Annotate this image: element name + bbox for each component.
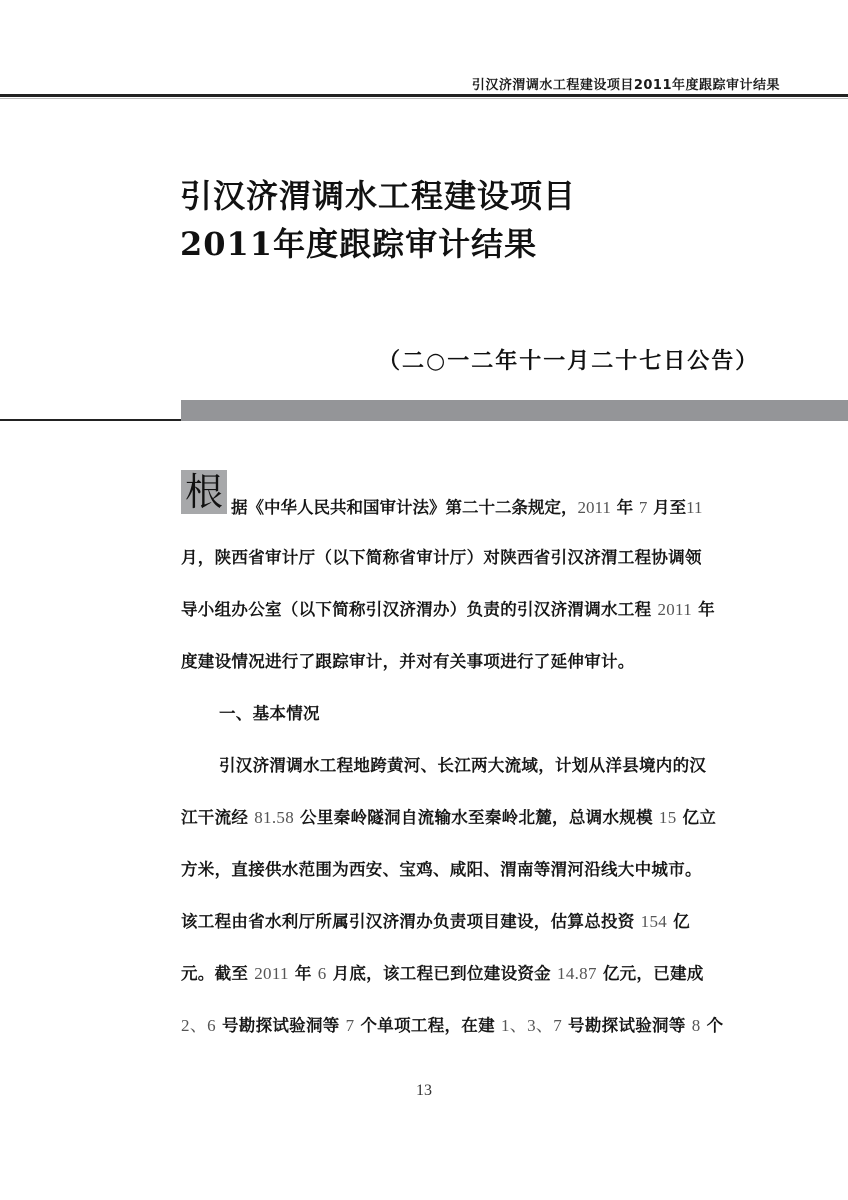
paragraph-2-line-3: 方米，直接供水范围为西安、宝鸡、咸阳、渭南等渭河沿线大中城市。 — [181, 860, 702, 879]
running-header: 引汉济渭调水工程建设项目2011年度跟踪审计结果 — [471, 78, 780, 93]
paragraph-1-line-2: 月，陕西省审计厅（以下简称省审计厅）对陕西省引汉济渭工程协调领 — [181, 548, 702, 567]
page-number: 13 — [416, 1082, 432, 1099]
header-rule-thin — [0, 98, 848, 99]
header-rule — [0, 94, 848, 97]
decorative-left-rule — [0, 419, 181, 421]
announcement-date: （二○一二年十一月二十七日公告） — [378, 349, 760, 374]
title-line-1: 引汉济渭调水工程建设项目 — [180, 177, 577, 215]
paragraph-2-line-1: 引汉济渭调水工程地跨黄河、长江两大流域，计划从洋县境内的汉 — [219, 756, 707, 775]
section-heading: 一、基本情况 — [219, 704, 320, 723]
paragraph-2-line-6: 2、6 号勘探试验洞等 7 个单项工程，在建 1、3、7 号勘探试验洞等 8 个 — [181, 1016, 724, 1035]
paragraph-2-line-2: 江干流经 81.58 公里秦岭隧洞自流输水至秦岭北麓，总调水规模 15 亿立 — [181, 808, 717, 827]
body-text — [181, 470, 749, 1052]
paragraph-2-line-5: 元。截至 2011 年 6 月底，该工程已到位建设资金 14.87 亿元，已建成 — [181, 964, 704, 983]
document-title — [180, 172, 576, 268]
paragraph-1-line-1: 根 据《中华人民共和国审计法》第二十二条规定，2011 年 7 月至11 — [181, 470, 749, 532]
title-line-2: 2011年度跟踪审计结果 — [180, 225, 538, 263]
paragraph-2-line-4: 该工程由省水利厅所属引汉济渭办负责项目建设，估算总投资 154 亿 — [181, 912, 690, 931]
drop-cap: 根 — [181, 470, 227, 514]
paragraph-1-line-4: 度建设情况进行了跟踪审计，并对有关事项进行了延伸审计。 — [181, 652, 635, 671]
decorative-gray-bar — [181, 400, 848, 421]
paragraph-1-line-3: 导小组办公室（以下简称引汉济渭办）负责的引汉济渭调水工程 2011 年 — [181, 600, 715, 619]
